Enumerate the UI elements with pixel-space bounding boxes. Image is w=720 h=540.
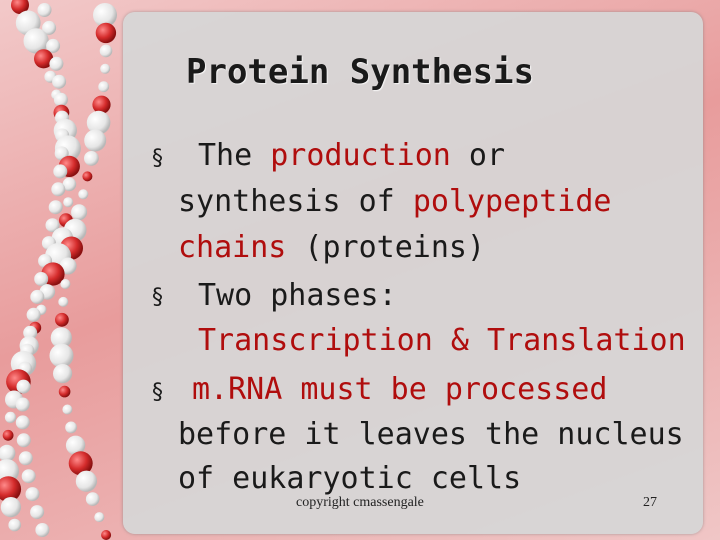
bullet-1-line-1	[198, 132, 505, 179]
text-run: of eukaryotic cells	[178, 461, 522, 496]
molecule-sphere	[101, 530, 111, 540]
highlight-chains: chains	[178, 230, 287, 265]
molecule-sphere	[60, 279, 70, 289]
molecule-sphere	[27, 308, 41, 322]
molecule-sphere	[84, 151, 99, 166]
molecule-sphere	[8, 519, 21, 532]
molecule-sphere	[78, 189, 88, 199]
molecule-sphere	[63, 197, 73, 207]
bullet-marker: §	[152, 146, 163, 171]
bullet-3-line-2	[178, 411, 684, 458]
molecule-sphere	[22, 469, 36, 483]
highlight-polypeptide: polypeptide	[412, 184, 612, 219]
molecule-sphere	[26, 487, 40, 501]
molecule-sphere	[92, 96, 110, 114]
bullet-marker: §	[152, 380, 163, 405]
text-run: Two phases:	[198, 278, 397, 313]
text-run: or	[450, 138, 506, 173]
highlight-transcription-translation: Transcription & Translation	[198, 323, 686, 358]
molecule-sphere	[65, 422, 77, 434]
molecule-sphere	[30, 290, 44, 304]
molecule-sphere	[16, 398, 30, 412]
molecule-sphere	[62, 405, 72, 415]
molecule-sphere	[53, 164, 67, 178]
molecule-sphere	[55, 313, 69, 327]
molecule-sphere	[96, 23, 116, 43]
molecule-sphere	[35, 523, 49, 537]
molecule-sphere	[54, 93, 68, 107]
molecule-sphere	[16, 415, 30, 429]
molecule-sphere	[94, 512, 104, 522]
molecule-sphere	[59, 386, 71, 398]
text-run: before it leaves the nucleus	[178, 417, 684, 452]
molecule-sphere	[76, 471, 97, 492]
bullet-2-line-1	[198, 272, 397, 319]
bullet-marker: §	[152, 285, 163, 310]
molecule-sphere	[53, 364, 72, 383]
molecule-sphere	[51, 182, 65, 196]
molecule-sphere	[38, 3, 52, 17]
molecule-sphere	[86, 492, 100, 506]
molecule-sphere	[82, 171, 92, 181]
text-run: synthesis of	[178, 184, 413, 219]
copyright-footer: copyright cmassengale	[296, 495, 424, 510]
molecule-sphere	[71, 204, 87, 220]
molecule-sphere	[30, 505, 44, 519]
molecule-sphere	[1, 497, 21, 517]
text-run: The	[198, 138, 271, 173]
bullet-1-line-3	[178, 224, 485, 271]
molecule-sphere	[17, 433, 31, 447]
molecule-sphere	[58, 297, 68, 307]
bullet-2-line-2	[198, 317, 686, 364]
page-number: 27	[643, 495, 657, 510]
highlight-mrna-processed: m.RNA must be processed	[192, 372, 608, 407]
molecule-sphere	[84, 130, 106, 152]
bullet-1-line-2	[178, 178, 612, 225]
bullet-3-line-1	[192, 366, 607, 413]
text-run: (proteins)	[286, 230, 486, 265]
molecule-sphere	[3, 430, 14, 441]
slide-title: Protein Synthesis	[186, 52, 534, 92]
molecule-sphere	[5, 412, 16, 423]
molecule-sphere	[17, 380, 31, 394]
molecule-sphere	[19, 451, 33, 465]
molecule-sphere	[34, 272, 48, 286]
highlight-production: production	[270, 138, 451, 173]
molecule-sphere	[49, 200, 63, 214]
